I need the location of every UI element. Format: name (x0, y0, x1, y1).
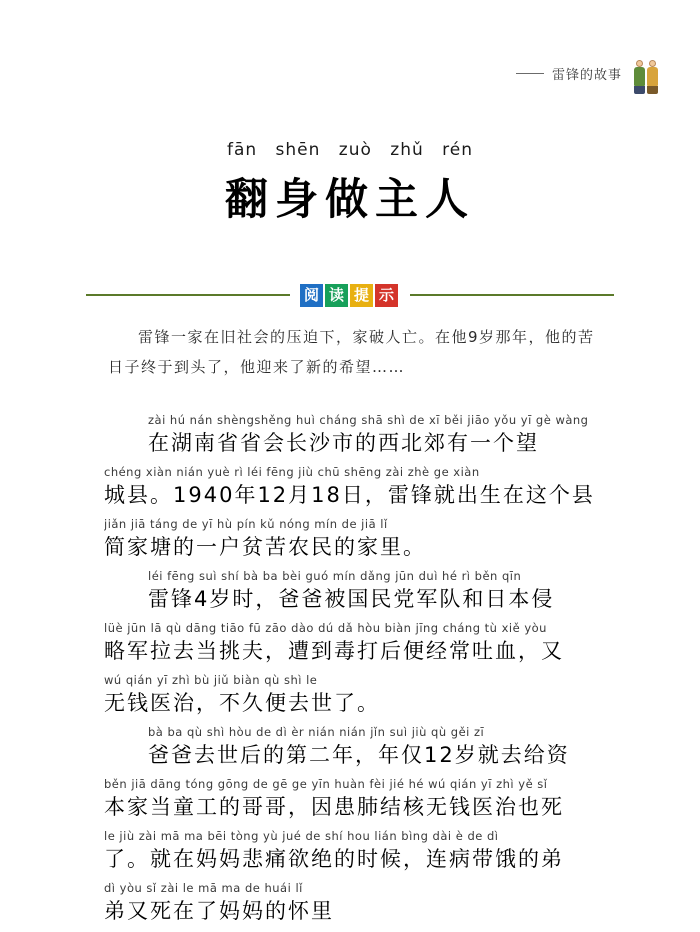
hanzi-row: 爸爸去世后的第二年，年仅12岁就去给资 (148, 743, 570, 767)
reading-tip-char-1: 读 (325, 284, 348, 307)
pinyin-row: zài hú nán shèngshěng huì cháng shā shì de xī běi jiāo yǒu yī gè wàng (148, 413, 589, 427)
pinyin-row: wú qián yī zhì bù jiǔ biàn qù shì le (104, 673, 318, 687)
title-pinyin: fān shēn zuò zhǔ rén (226, 140, 474, 160)
tip-rule-right (410, 294, 614, 296)
page-title (0, 140, 700, 227)
header-rule (516, 73, 544, 74)
children-illustration-icon (634, 52, 664, 94)
hanzi-row: 城县。1940年12月18日，雷锋就出生在这个县 (104, 483, 595, 507)
body-text (104, 412, 632, 932)
pinyin-row: le jiù zài mā ma bēi tòng yù jué de shí hou lián bìng dài è de dì (104, 829, 499, 843)
text-line (104, 412, 632, 458)
reading-tip-label (300, 284, 400, 307)
text-line (104, 828, 632, 874)
tip-rule-left (86, 294, 290, 296)
hanzi-row: 弟又死在了妈妈的怀里 (104, 899, 334, 923)
reading-tip-char-2: 提 (350, 284, 373, 307)
page-header (516, 52, 664, 94)
reading-tip-char-0: 阅 (300, 284, 323, 307)
hanzi-row: 在湖南省省会长沙市的西北郊有一个望 (148, 431, 539, 455)
pinyin-row: lüè jūn lā qù dāng tiāo fū zāo dào dú dǎ hòu biàn jīng cháng tù xiě yòu (104, 621, 547, 635)
reading-tip-text: 雷锋一家在旧社会的压迫下，家破人亡。在他9岁那年，他的苦日子终于到头了，他迎来了新的希望…… (108, 328, 595, 376)
text-line (104, 672, 632, 718)
hanzi-row: 简家塘的一户贫苦农民的家里。 (104, 535, 426, 559)
pinyin-row: dì yòu sǐ zài le mā ma de huái lǐ (104, 881, 303, 895)
hanzi-row: 本家当童工的哥哥，因患肺结核无钱医治也死 (104, 795, 564, 819)
hanzi-row: 略军拉去当挑夫，遭到毒打后便经常吐血，又 (104, 639, 564, 663)
pinyin-row: chéng xiàn nián yuè rì léi fēng jiù chū shēng zài zhè ge xiàn (104, 465, 480, 479)
text-line (104, 724, 632, 770)
hanzi-row: 雷锋4岁时，爸爸被国民党军队和日本侵 (148, 587, 555, 611)
reading-tip-char-3: 示 (375, 284, 398, 307)
pinyin-row: bà ba qù shì hòu de dì èr nián nián jǐn suì jiù qù gěi zī (148, 725, 485, 739)
text-line (104, 464, 632, 510)
child-figure-yellow-icon (647, 60, 658, 94)
text-line (104, 776, 632, 822)
text-line (104, 516, 632, 562)
reading-tip-bar (86, 283, 614, 307)
header-title: 雷锋的故事 (551, 67, 622, 83)
pinyin-row: běn jiā dāng tóng gōng de gē ge yīn huàn fèi jié hé wú qián yī zhì yě sǐ (104, 777, 548, 791)
pinyin-row: jiǎn jiā táng de yī hù pín kǔ nóng mín de jiā lǐ (104, 517, 388, 531)
child-figure-green-icon (634, 60, 645, 94)
hanzi-row: 了。就在妈妈悲痛欲绝的时候，连病带饿的弟 (104, 847, 564, 871)
text-line (104, 880, 632, 926)
text-line (104, 620, 632, 666)
text-line (104, 568, 632, 614)
title-hanzi: 翻身做主人 (225, 175, 475, 225)
hanzi-row: 无钱医治，不久便去世了。 (104, 691, 380, 715)
pinyin-row: léi fēng suì shí bà ba bèi guó mín dǎng jūn duì hé rì běn qīn (148, 569, 522, 583)
